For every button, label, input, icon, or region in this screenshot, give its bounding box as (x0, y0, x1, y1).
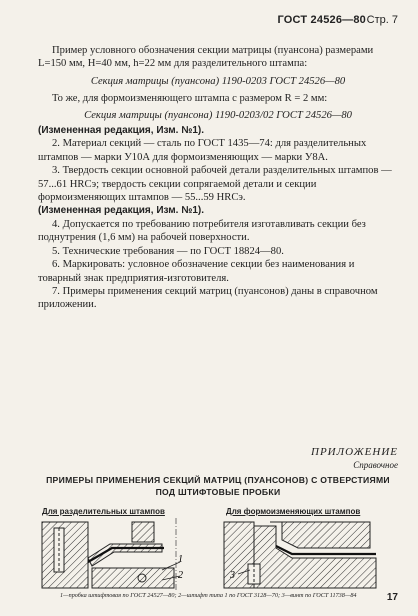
designation-2: Секция матрицы (пуансона) 1190-0203/02 ГОСТ 24526—80 (84, 109, 352, 121)
amendment-note-2: (Измененная редакция, Изм. №1). (38, 205, 205, 217)
item-4: 4. Допускается по требованию потребителя изготавливать секции без поднутрения (1,6 мм) на рабочей поверхности. (38, 218, 366, 244)
figure-title: ПРИМЕРЫ ПРИМЕНЕНИЯ СЕКЦИЙ МАТРИЦ (ПУАНСОНОВ) С ОТВЕРСТИЯМИ ПОД ШТИФТОВЫЕ ПРОБКИ (46, 475, 390, 497)
left-die-drawing (40, 518, 190, 590)
item-2: 2. Материал секций — сталь по ГОСТ 1435—74: для разделительных штампов — марки У10А для формоизменяющих — марки У8А. (38, 138, 367, 163)
item-6: 6. Маркировать: условное обозначение секции без наименования и товарный знак предприятия-изготовителя. (38, 259, 355, 284)
right-figure-caption: Для формоизменяющих штампов (226, 507, 361, 516)
main-text (38, 44, 398, 312)
amendment-note-1: (Измененная редакция, Изм. №1). (38, 125, 205, 137)
designation-1: Секция матрицы (пуансона) 1190-0203 ГОСТ 24526—80 (90, 75, 346, 87)
page-number: 17 (386, 592, 398, 603)
figure-legend: 1—пробка штифтовая по ГОСТ 24527—80; 2—штифт типа 1 по ГОСТ 3128—70; 3—винт по ГОСТ 11738—84 (60, 592, 357, 599)
fig-label-1: 1 (178, 554, 183, 565)
item-3: 3. Твердость секции основной рабочей детали разделительных штампов — 57...61 HRCэ; твердость секции сопрягаемой детали и секции формоизменяющих штампов — 55...59 HRCэ. (38, 165, 392, 204)
intro-2-paragraph: То же, для формоизменяющего штампа с размером R = 2 мм: (52, 93, 328, 105)
appendix-subtitle: Справочное (353, 460, 398, 470)
item-5: 5. Технические требования — по ГОСТ 18824—80. (52, 245, 284, 257)
item-7: 7. Примеры применения секций матриц (пуансонов) даны в справочном приложении. (38, 285, 378, 311)
page-header (0, 14, 418, 32)
intro-paragraph: Пример условного обозначения секции матрицы (пуансона) размерами L=150 мм, H=40 мм, h=22 мм для разделительного штампа: (38, 45, 374, 70)
fig-label-3: 3 (230, 570, 235, 581)
standard-number: ГОСТ 24526—80 (277, 14, 366, 26)
right-die-drawing (220, 518, 380, 590)
left-figure-caption: Для разделительных штампов (42, 507, 165, 516)
appendix-title: ПРИЛОЖЕНИЕ (311, 446, 398, 458)
appendix-heading (311, 446, 398, 470)
fig-label-2: 2 (178, 570, 183, 581)
page-label: Стр. 7 (366, 14, 398, 26)
